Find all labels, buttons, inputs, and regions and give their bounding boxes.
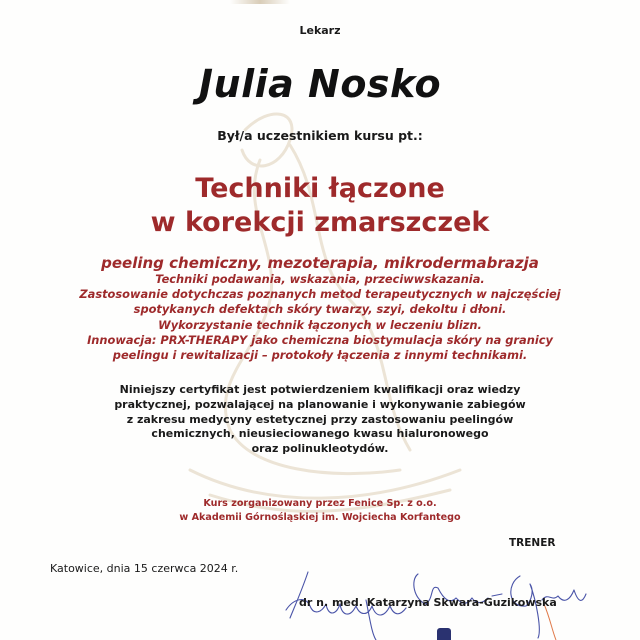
description-line: spotykanych defektach skóry twarzy, szyi, dekoltu i dłoni. (133, 302, 507, 317)
course-title (0, 172, 640, 240)
profession-label: Lekarz (299, 24, 341, 37)
description-line: Innowacja: PRX-THERAPY jako chemiczna biostymulacja skóry na granicy (87, 332, 553, 347)
participation-intro: Był/a uczestnikiem kursu pt.: (217, 128, 423, 143)
logo-stamp-icon (437, 628, 451, 640)
statement-line: z zakresu medycyny estetycznej przy zastosowaniu peelingów (126, 412, 514, 426)
top-ornament (230, 0, 290, 4)
place-and-date: Katowice, dnia 15 czerwca 2024 r. (50, 562, 239, 575)
statement-line: oraz polinukleotydów. (251, 442, 389, 456)
course-description (0, 272, 640, 363)
organizer-line: w Akademii Górnośląskiej im. Wojciecha Korfantego (179, 511, 461, 523)
course-title-line: Techniki łączone (195, 173, 445, 204)
organizer-info (0, 497, 640, 524)
description-line: Zastosowanie dotychczas poznanych metod terapeutycznych w najczęściej (79, 287, 561, 302)
certificate-statement (0, 383, 640, 457)
statement-line: Niniejszy certyfikat jest potwierdzeniem kwalifikacji oraz wiedzy (119, 383, 521, 396)
trainer-name: dr n. med. Katarzyna Skwara-Guzikowska (299, 596, 557, 609)
statement-line: chemicznych, nieusieciowanego kwasu hialuronowego (151, 427, 489, 441)
trainer-label: TRENER (509, 537, 556, 549)
description-line: Techniki podawania, wskazania, przeciwwskazania. (155, 272, 485, 286)
statement-line: praktycznej, pozwalającej na planowanie i wykonywanie zabiegów (114, 397, 526, 411)
course-subtitle: peeling chemiczny, mezoterapia, mikrodermabrazja (101, 254, 539, 272)
course-title-line: w korekcji zmarszczek (150, 207, 490, 238)
participant-name: Julia Nosko (198, 62, 442, 106)
description-line: Wykorzystanie technik łączonych w leczeniu blizn. (158, 317, 482, 332)
organizer-line: Kurs zorganizowany przez Fenice Sp. z o.o. (203, 498, 437, 509)
description-line: peelingu i rewitalizacji – protokoły łączenia z innymi technikami. (112, 348, 528, 363)
